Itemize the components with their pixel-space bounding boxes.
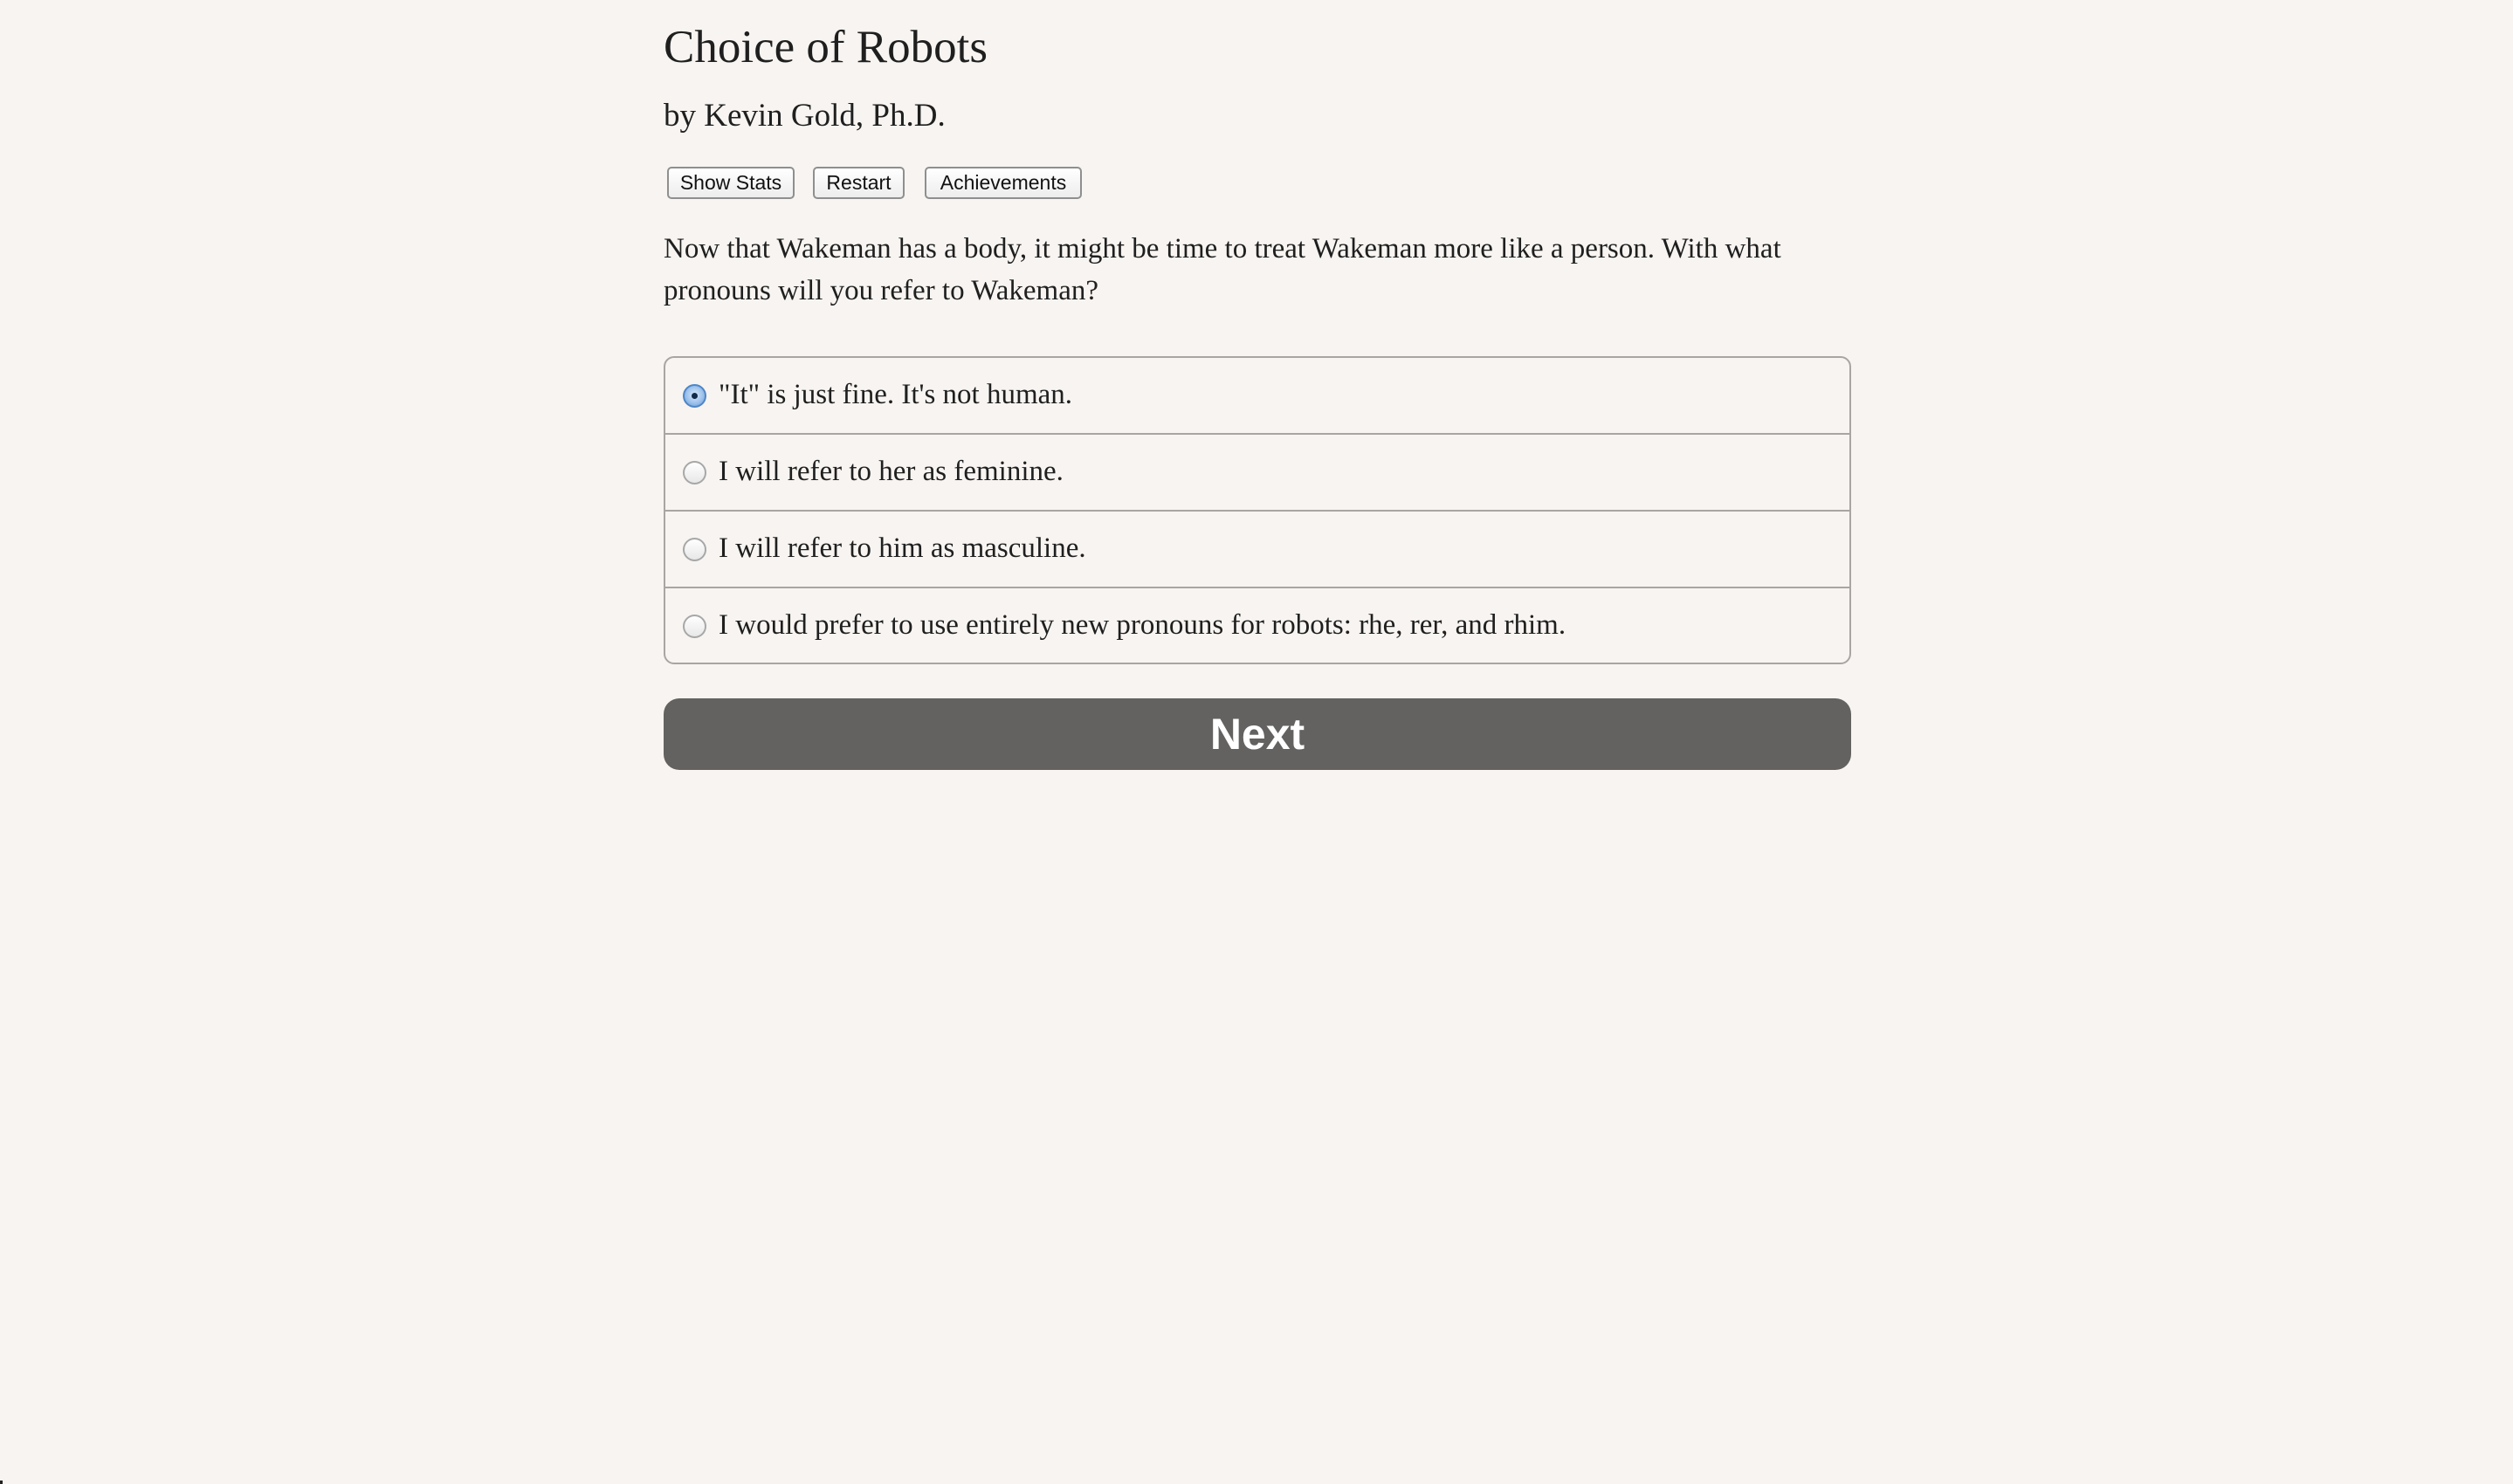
choice-option-it[interactable] (665, 358, 1849, 435)
radio-dot-icon (692, 393, 698, 399)
game-author: by Kevin Gold, Ph.D. (664, 98, 946, 134)
radio-selected-icon[interactable] (683, 384, 706, 408)
choice-option-feminine[interactable] (665, 435, 1849, 512)
choice-option-new-pronouns[interactable] (665, 588, 1849, 664)
show-stats-button[interactable]: Show Stats (667, 167, 795, 199)
choice-option-masculine[interactable] (665, 512, 1849, 588)
choice-label: I will refer to her as feminine. (719, 456, 1064, 487)
radio-unselected-icon[interactable] (683, 461, 706, 484)
game-title: Choice of Robots (664, 22, 988, 72)
choice-label: I will refer to him as masculine. (719, 532, 1086, 564)
radio-unselected-icon[interactable] (683, 615, 706, 638)
choice-label: I would prefer to use entirely new pronouns for robots: rhe, rer, and rhim. (719, 609, 1566, 641)
achievements-button[interactable]: Achievements (925, 167, 1082, 199)
corner-mark (0, 1481, 3, 1484)
story-text: Now that Wakeman has a body, it might be time to treat Wakeman more like a person. With what pronouns will you refer to Wakeman? (664, 233, 1781, 306)
restart-button[interactable]: Restart (813, 167, 905, 199)
choice-list (664, 356, 1851, 664)
choice-label: "It" is just fine. It's not human. (719, 379, 1073, 410)
next-button[interactable]: Next (664, 698, 1851, 770)
radio-unselected-icon[interactable] (683, 538, 706, 561)
